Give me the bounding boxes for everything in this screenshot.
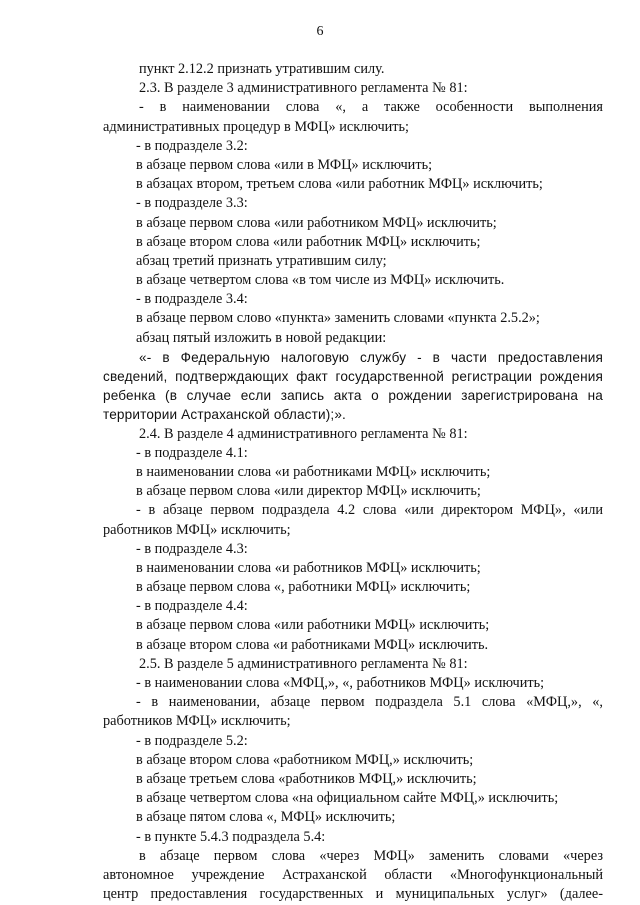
text-line: в абзаце первом слово «пункта» заменить словами «пункта 2.5.2»; xyxy=(136,310,540,327)
text-line: центр предоставления государственных и муниципальных услуг» (далее- xyxy=(103,886,603,903)
quoted-text-line: территории Астраханской области);». xyxy=(103,407,346,423)
text-line: в абзаце пятом слова «, МФЦ» исключить; xyxy=(136,809,396,826)
text-line: административных процедур в МФЦ» исключить; xyxy=(103,118,410,135)
section-heading: 2.5. В разделе 5 административного регламента № 81: xyxy=(139,655,468,672)
subsection-item: - в подразделе 4.3: xyxy=(136,540,248,557)
text-line: в наименовании слова «и работников МФЦ» исключить; xyxy=(136,559,481,576)
text-line: в абзаце первом слова «через МФЦ» заменить словами «через xyxy=(139,847,603,864)
quoted-text-line: «- в Федеральную налоговую службу - в части предоставления xyxy=(139,349,603,365)
text-line: работников МФЦ» исключить; xyxy=(103,521,291,538)
quoted-text-line: ребенка (в случае если запись акта о рождении зарегистрирована на xyxy=(103,388,603,404)
text-line: в абзаце третьем слова «работников МФЦ,» исключить; xyxy=(136,770,477,787)
subsection-item: - в подразделе 3.4: xyxy=(136,291,248,308)
text-line: в абзаце первом слова «или работники МФЦ» исключить; xyxy=(136,617,490,634)
text-line: работников МФЦ» исключить; xyxy=(103,713,291,730)
text-line: в абзаце первом слова «или директор МФЦ» исключить; xyxy=(136,483,481,500)
quoted-text-line: сведений, подтверждающих факт государственной регистрации рождения xyxy=(103,369,603,384)
subsection-item: - в подразделе 4.4: xyxy=(136,598,248,615)
text-line: в абзаце втором слова «и работниками МФЦ» исключить. xyxy=(136,636,489,653)
subsection-item: - в подразделе 3.3: xyxy=(136,195,248,212)
text-line: автономное учреждение Астраханской области «Многофункциональный xyxy=(103,866,603,883)
section-heading: 2.3. В разделе 3 административного регламента № 81: xyxy=(139,80,468,97)
text-line: пункт 2.12.2 признать утратившим силу. xyxy=(139,61,385,77)
text-line: в абзаце первом слова «, работники МФЦ» исключить; xyxy=(136,579,471,596)
subsection-item: - в пункте 5.4.3 подраздела 5.4: xyxy=(136,828,326,845)
text-line: в абзаце втором слова «или работник МФЦ» исключить; xyxy=(136,233,481,250)
subsection-item: - в абзаце первом подраздела 4.2 слова «или директором МФЦ», «или xyxy=(136,502,603,519)
page-number: 6 xyxy=(316,24,324,39)
text-line: в абзаце четвертом слова «на официальном сайте МФЦ,» исключить; xyxy=(136,790,559,807)
section-heading: 2.4. В разделе 4 административного регламента № 81: xyxy=(139,425,468,442)
text-line: в наименовании слова «и работниками МФЦ» исключить; xyxy=(136,463,491,480)
text-line: в абзаце первом слова «или работником МФЦ» исключить; xyxy=(136,214,497,231)
subsection-item: - в подразделе 5.2: xyxy=(136,732,248,749)
text-line: в абзаце первом слова «или в МФЦ» исключить; xyxy=(136,156,433,173)
text-line: абзац пятый изложить в новой редакции: xyxy=(136,329,387,346)
text-line: - в наименовании слова «, а также особенности выполнения xyxy=(139,99,603,116)
document-body xyxy=(103,60,603,904)
text-line: в абзаце четвертом слова «в том числе из МФЦ» исключить. xyxy=(136,272,505,289)
text-line: абзац третий признать утратившим силу; xyxy=(136,252,387,269)
subsection-item: - в наименовании, абзаце первом подраздела 5.1 слова «МФЦ,», «, xyxy=(136,694,603,711)
text-line: в абзацах втором, третьем слова «или работник МФЦ» исключить; xyxy=(136,176,543,193)
subsection-item: - в наименовании слова «МФЦ,», «, работников МФЦ» исключить; xyxy=(136,675,545,691)
subsection-item: - в подразделе 3.2: xyxy=(136,137,248,154)
subsection-item: - в подразделе 4.1: xyxy=(136,444,248,461)
text-line: в абзаце втором слова «работником МФЦ,» исключить; xyxy=(136,751,474,768)
